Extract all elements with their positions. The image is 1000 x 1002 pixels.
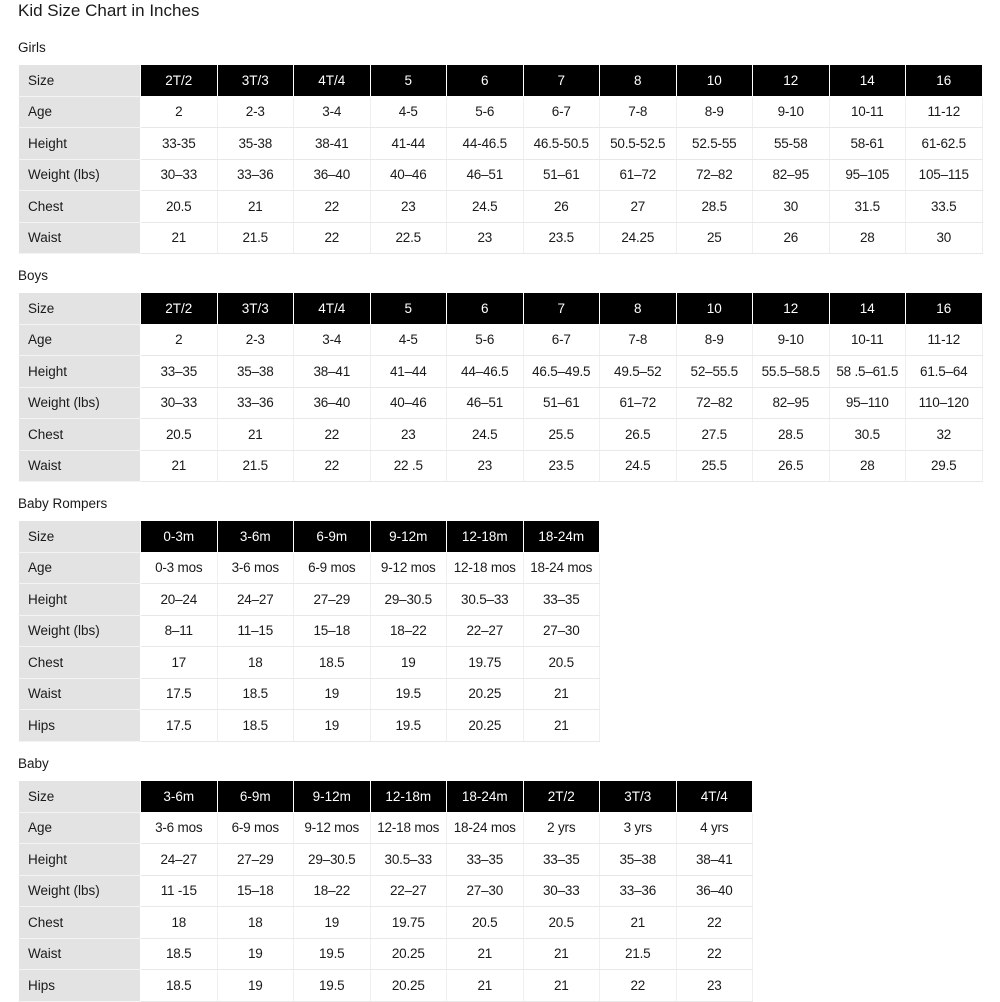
size-header-cell: 6-9m	[294, 521, 371, 553]
table-cell: 3-6 mos	[141, 812, 218, 844]
table-cell: 18.5	[294, 647, 371, 679]
table-cell: 8-9	[676, 96, 753, 128]
table-cell: 18	[217, 647, 294, 679]
table-cell: 33–35	[447, 844, 524, 876]
table-cell: 36–40	[294, 387, 371, 419]
table-cell: 18–22	[294, 875, 371, 907]
table-cell: 20.5	[447, 907, 524, 939]
table-cell: 36–40	[676, 875, 753, 907]
table-cell: 21.5	[600, 938, 677, 970]
table-cell: 36–40	[294, 159, 371, 191]
table-row	[19, 159, 983, 191]
size-header-cell: 12	[753, 65, 830, 97]
size-header-cell: 5	[370, 293, 447, 325]
table-cell: 24.5	[447, 191, 524, 223]
table-cell: 12-18 mos	[447, 552, 524, 584]
size-table	[18, 292, 983, 482]
table-cell: 20.5	[141, 191, 218, 223]
row-label: Hips	[19, 710, 141, 742]
table-cell: 9-10	[753, 96, 830, 128]
table-cell: 6-7	[523, 324, 600, 356]
table-cell: 2	[141, 324, 218, 356]
size-header-cell: 5	[370, 65, 447, 97]
table-cell: 5-6	[447, 96, 524, 128]
table-cell: 15–18	[294, 615, 371, 647]
row-label: Size	[19, 293, 141, 325]
table-row	[19, 647, 600, 679]
size-header-cell: 4T/4	[294, 65, 371, 97]
size-header-cell: 14	[829, 65, 906, 97]
size-header-cell: 4T/4	[294, 293, 371, 325]
table-cell: 30–33	[141, 159, 218, 191]
table-cell: 58-61	[829, 128, 906, 160]
table-cell: 25.5	[523, 419, 600, 451]
size-header-cell: 4T/4	[676, 781, 753, 813]
table-cell: 22	[294, 191, 371, 223]
table-cell: 32	[906, 419, 983, 451]
table-cell: 3-4	[294, 324, 371, 356]
table-cell: 5-6	[447, 324, 524, 356]
row-label: Chest	[19, 419, 141, 451]
table-cell: 24–27	[141, 844, 218, 876]
table-cell: 15–18	[217, 875, 294, 907]
table-row	[19, 710, 600, 742]
row-label: Size	[19, 65, 141, 97]
size-header-cell: 10	[676, 65, 753, 97]
table-cell: 46.5–49.5	[523, 356, 600, 388]
table-cell: 18.5	[217, 678, 294, 710]
table-cell: 33–35	[523, 584, 600, 616]
table-row	[19, 450, 983, 482]
table-row	[19, 812, 753, 844]
table-cell: 35-38	[217, 128, 294, 160]
table-cell: 33.5	[906, 191, 983, 223]
table-cell: 24.5	[447, 419, 524, 451]
table-cell: 82–95	[753, 387, 830, 419]
row-label: Waist	[19, 222, 141, 254]
table-cell: 24.25	[600, 222, 677, 254]
table-cell: 41-44	[370, 128, 447, 160]
table-cell: 24–27	[217, 584, 294, 616]
table-cell: 18-24 mos	[523, 552, 600, 584]
table-cell: 10-11	[829, 96, 906, 128]
table-cell: 19	[294, 710, 371, 742]
table-cell: 40–46	[370, 387, 447, 419]
table-row	[19, 844, 753, 876]
table-cell: 58 .5–61.5	[829, 356, 906, 388]
table-cell: 40–46	[370, 159, 447, 191]
table-cell: 35–38	[217, 356, 294, 388]
table-row	[19, 970, 753, 1002]
size-header-cell: 12-18m	[447, 521, 524, 553]
table-cell: 30.5–33	[370, 844, 447, 876]
page-title: Kid Size Chart in Inches	[18, 1, 200, 20]
table-cell: 44-46.5	[447, 128, 524, 160]
row-label: Height	[19, 356, 141, 388]
table-cell: 29–30.5	[370, 584, 447, 616]
table-cell: 55.5–58.5	[753, 356, 830, 388]
table-cell: 38–41	[676, 844, 753, 876]
size-header-cell: 3-6m	[217, 521, 294, 553]
table-cell: 19.5	[294, 938, 371, 970]
table-cell: 52–55.5	[676, 356, 753, 388]
table-cell: 23.5	[523, 222, 600, 254]
size-header-cell: 10	[676, 293, 753, 325]
table-cell: 29–30.5	[294, 844, 371, 876]
table-cell: 12-18 mos	[370, 812, 447, 844]
table-cell: 52.5-55	[676, 128, 753, 160]
table-cell: 18–22	[370, 615, 447, 647]
table-cell: 20.5	[523, 907, 600, 939]
table-cell: 55-58	[753, 128, 830, 160]
table-cell: 61–72	[600, 387, 677, 419]
table-cell: 21	[217, 191, 294, 223]
size-header-cell: 3T/3	[600, 781, 677, 813]
table-cell: 26	[523, 191, 600, 223]
table-cell: 3-4	[294, 96, 371, 128]
table-cell: 23	[447, 450, 524, 482]
table-cell: 51–61	[523, 159, 600, 191]
table-cell: 22–27	[447, 615, 524, 647]
table-cell: 20.25	[447, 710, 524, 742]
row-label: Chest	[19, 191, 141, 223]
table-cell: 46–51	[447, 387, 524, 419]
table-cell: 22.5	[370, 222, 447, 254]
table-cell: 49.5–52	[600, 356, 677, 388]
table-cell: 29.5	[906, 450, 983, 482]
size-header-cell: 8	[600, 65, 677, 97]
table-cell: 19.5	[370, 678, 447, 710]
row-label: Weight (lbs)	[19, 159, 141, 191]
table-cell: 72–82	[676, 387, 753, 419]
table-cell: 30.5–33	[447, 584, 524, 616]
table-cell: 22	[294, 419, 371, 451]
row-label: Waist	[19, 678, 141, 710]
table-cell: 4-5	[370, 324, 447, 356]
table-cell: 17.5	[141, 710, 218, 742]
table-cell: 17.5	[141, 678, 218, 710]
size-header-cell: 9-12m	[294, 781, 371, 813]
table-cell: 22	[294, 222, 371, 254]
table-cell: 7-8	[600, 96, 677, 128]
table-cell: 10-11	[829, 324, 906, 356]
table-cell: 26.5	[753, 450, 830, 482]
table-cell: 2 yrs	[523, 812, 600, 844]
table-cell: 11–15	[217, 615, 294, 647]
table-cell: 23	[676, 970, 753, 1002]
section-title: Boys	[18, 268, 49, 283]
table-cell: 21	[523, 970, 600, 1002]
table-cell: 20.25	[370, 970, 447, 1002]
size-table	[18, 780, 753, 1002]
table-cell: 50.5-52.5	[600, 128, 677, 160]
section-title: Baby	[18, 756, 49, 771]
size-header-cell: 3-6m	[141, 781, 218, 813]
table-cell: 19	[217, 970, 294, 1002]
table-cell: 95–105	[829, 159, 906, 191]
table-cell: 4 yrs	[676, 812, 753, 844]
table-cell: 4-5	[370, 96, 447, 128]
table-cell: 9-12 mos	[370, 552, 447, 584]
size-header-cell: 14	[829, 293, 906, 325]
section-title: Girls	[18, 40, 46, 55]
table-cell: 22	[600, 970, 677, 1002]
row-label: Age	[19, 324, 141, 356]
table-row	[19, 387, 983, 419]
table-cell: 18	[217, 907, 294, 939]
row-label: Size	[19, 521, 141, 553]
table-cell: 26	[753, 222, 830, 254]
table-cell: 28.5	[676, 191, 753, 223]
size-header-cell: 0-3m	[141, 521, 218, 553]
row-label: Weight (lbs)	[19, 875, 141, 907]
table-cell: 2-3	[217, 324, 294, 356]
row-label: Age	[19, 812, 141, 844]
table-cell: 23	[447, 222, 524, 254]
table-cell: 9-10	[753, 324, 830, 356]
size-header-cell: 3T/3	[217, 293, 294, 325]
table-cell: 20–24	[141, 584, 218, 616]
table-cell: 22	[676, 907, 753, 939]
size-header-cell: 7	[523, 65, 600, 97]
table-cell: 18.5	[141, 938, 218, 970]
table-cell: 110–120	[906, 387, 983, 419]
table-cell: 20.5	[141, 419, 218, 451]
table-cell: 51–61	[523, 387, 600, 419]
table-row	[19, 128, 983, 160]
table-cell: 21	[141, 450, 218, 482]
row-label: Hips	[19, 970, 141, 1002]
table-cell: 21	[447, 970, 524, 1002]
size-header-cell: 18-24m	[523, 521, 600, 553]
table-cell: 31.5	[829, 191, 906, 223]
table-cell: 11 -15	[141, 875, 218, 907]
table-cell: 18-24 mos	[447, 812, 524, 844]
table-row	[19, 222, 983, 254]
header-row	[19, 781, 753, 813]
table-cell: 21	[523, 938, 600, 970]
table-cell: 20.5	[523, 647, 600, 679]
size-table	[18, 64, 983, 254]
table-cell: 21	[523, 710, 600, 742]
size-header-cell: 7	[523, 293, 600, 325]
table-cell: 30.5	[829, 419, 906, 451]
table-cell: 18.5	[217, 710, 294, 742]
table-cell: 33–36	[600, 875, 677, 907]
row-label: Weight (lbs)	[19, 615, 141, 647]
size-header-cell: 16	[906, 65, 983, 97]
row-label: Height	[19, 128, 141, 160]
row-label: Height	[19, 584, 141, 616]
table-cell: 18	[141, 907, 218, 939]
size-header-cell: 2T/2	[141, 293, 218, 325]
size-table	[18, 520, 600, 742]
table-cell: 6-9 mos	[217, 812, 294, 844]
table-cell: 22	[294, 450, 371, 482]
table-cell: 6-9 mos	[294, 552, 371, 584]
table-row	[19, 552, 600, 584]
header-row	[19, 521, 600, 553]
table-cell: 27–30	[447, 875, 524, 907]
table-cell: 72–82	[676, 159, 753, 191]
table-cell: 38–41	[294, 356, 371, 388]
table-cell: 2	[141, 96, 218, 128]
table-cell: 61–72	[600, 159, 677, 191]
table-cell: 20.25	[447, 678, 524, 710]
table-row	[19, 419, 983, 451]
table-cell: 27.5	[676, 419, 753, 451]
section-title: Baby Rompers	[18, 496, 108, 511]
table-cell: 27–30	[523, 615, 600, 647]
table-cell: 30–33	[141, 387, 218, 419]
table-cell: 19.5	[370, 710, 447, 742]
table-cell: 19	[370, 647, 447, 679]
table-cell: 46.5-50.5	[523, 128, 600, 160]
table-cell: 11-12	[906, 324, 983, 356]
table-cell: 27	[600, 191, 677, 223]
table-cell: 24.5	[600, 450, 677, 482]
row-label: Age	[19, 552, 141, 584]
table-cell: 30	[906, 222, 983, 254]
table-cell: 35–38	[600, 844, 677, 876]
size-header-cell: 9-12m	[370, 521, 447, 553]
table-cell: 9-12 mos	[294, 812, 371, 844]
table-cell: 19	[217, 938, 294, 970]
table-row	[19, 191, 983, 223]
table-cell: 3-6 mos	[217, 552, 294, 584]
table-cell: 28.5	[753, 419, 830, 451]
table-cell: 41–44	[370, 356, 447, 388]
table-row	[19, 907, 753, 939]
table-cell: 21.5	[217, 450, 294, 482]
table-cell: 33–36	[217, 387, 294, 419]
table-cell: 105–115	[906, 159, 983, 191]
table-cell: 21.5	[217, 222, 294, 254]
table-row	[19, 584, 600, 616]
size-header-cell: 18-24m	[447, 781, 524, 813]
table-cell: 95–110	[829, 387, 906, 419]
table-row	[19, 615, 600, 647]
table-cell: 22 .5	[370, 450, 447, 482]
table-cell: 27–29	[294, 584, 371, 616]
table-cell: 23.5	[523, 450, 600, 482]
table-cell: 2-3	[217, 96, 294, 128]
table-cell: 28	[829, 450, 906, 482]
table-row	[19, 96, 983, 128]
header-row	[19, 293, 983, 325]
table-cell: 7-8	[600, 324, 677, 356]
table-cell: 11-12	[906, 96, 983, 128]
table-cell: 21	[217, 419, 294, 451]
row-label: Chest	[19, 907, 141, 939]
table-cell: 61.5–64	[906, 356, 983, 388]
size-header-cell: 12-18m	[370, 781, 447, 813]
table-row	[19, 678, 600, 710]
header-row	[19, 65, 983, 97]
table-cell: 19.75	[370, 907, 447, 939]
table-cell: 21	[141, 222, 218, 254]
size-header-cell: 6-9m	[217, 781, 294, 813]
table-cell: 44–46.5	[447, 356, 524, 388]
size-header-cell: 2T/2	[141, 65, 218, 97]
table-cell: 22	[676, 938, 753, 970]
row-label: Height	[19, 844, 141, 876]
table-row	[19, 875, 753, 907]
table-row	[19, 938, 753, 970]
size-header-cell: 6	[447, 65, 524, 97]
row-label: Waist	[19, 938, 141, 970]
table-cell: 28	[829, 222, 906, 254]
table-cell: 21	[600, 907, 677, 939]
table-cell: 19	[294, 678, 371, 710]
table-cell: 3 yrs	[600, 812, 677, 844]
table-cell: 19.75	[447, 647, 524, 679]
table-cell: 23	[370, 419, 447, 451]
table-cell: 21	[447, 938, 524, 970]
size-header-cell: 2T/2	[523, 781, 600, 813]
table-cell: 0-3 mos	[141, 552, 218, 584]
table-cell: 22–27	[370, 875, 447, 907]
table-cell: 19.5	[294, 970, 371, 1002]
table-cell: 33-35	[141, 128, 218, 160]
row-label: Age	[19, 96, 141, 128]
table-cell: 61-62.5	[906, 128, 983, 160]
table-cell: 8–11	[141, 615, 218, 647]
table-cell: 19	[294, 907, 371, 939]
table-cell: 6-7	[523, 96, 600, 128]
table-row	[19, 356, 983, 388]
table-cell: 46–51	[447, 159, 524, 191]
table-cell: 17	[141, 647, 218, 679]
table-cell: 82–95	[753, 159, 830, 191]
row-label: Chest	[19, 647, 141, 679]
size-header-cell: 6	[447, 293, 524, 325]
row-label: Weight (lbs)	[19, 387, 141, 419]
table-cell: 18.5	[141, 970, 218, 1002]
row-label: Waist	[19, 450, 141, 482]
table-cell: 30	[753, 191, 830, 223]
table-cell: 33–35	[141, 356, 218, 388]
table-cell: 20.25	[370, 938, 447, 970]
table-cell: 33–36	[217, 159, 294, 191]
size-header-cell: 16	[906, 293, 983, 325]
table-cell: 21	[523, 678, 600, 710]
size-header-cell: 12	[753, 293, 830, 325]
table-cell: 25	[676, 222, 753, 254]
table-cell: 38-41	[294, 128, 371, 160]
table-cell: 33–35	[523, 844, 600, 876]
table-cell: 30–33	[523, 875, 600, 907]
table-cell: 27–29	[217, 844, 294, 876]
table-cell: 23	[370, 191, 447, 223]
table-cell: 26.5	[600, 419, 677, 451]
table-cell: 8-9	[676, 324, 753, 356]
size-header-cell: 3T/3	[217, 65, 294, 97]
table-row	[19, 324, 983, 356]
size-header-cell: 8	[600, 293, 677, 325]
row-label: Size	[19, 781, 141, 813]
table-cell: 25.5	[676, 450, 753, 482]
